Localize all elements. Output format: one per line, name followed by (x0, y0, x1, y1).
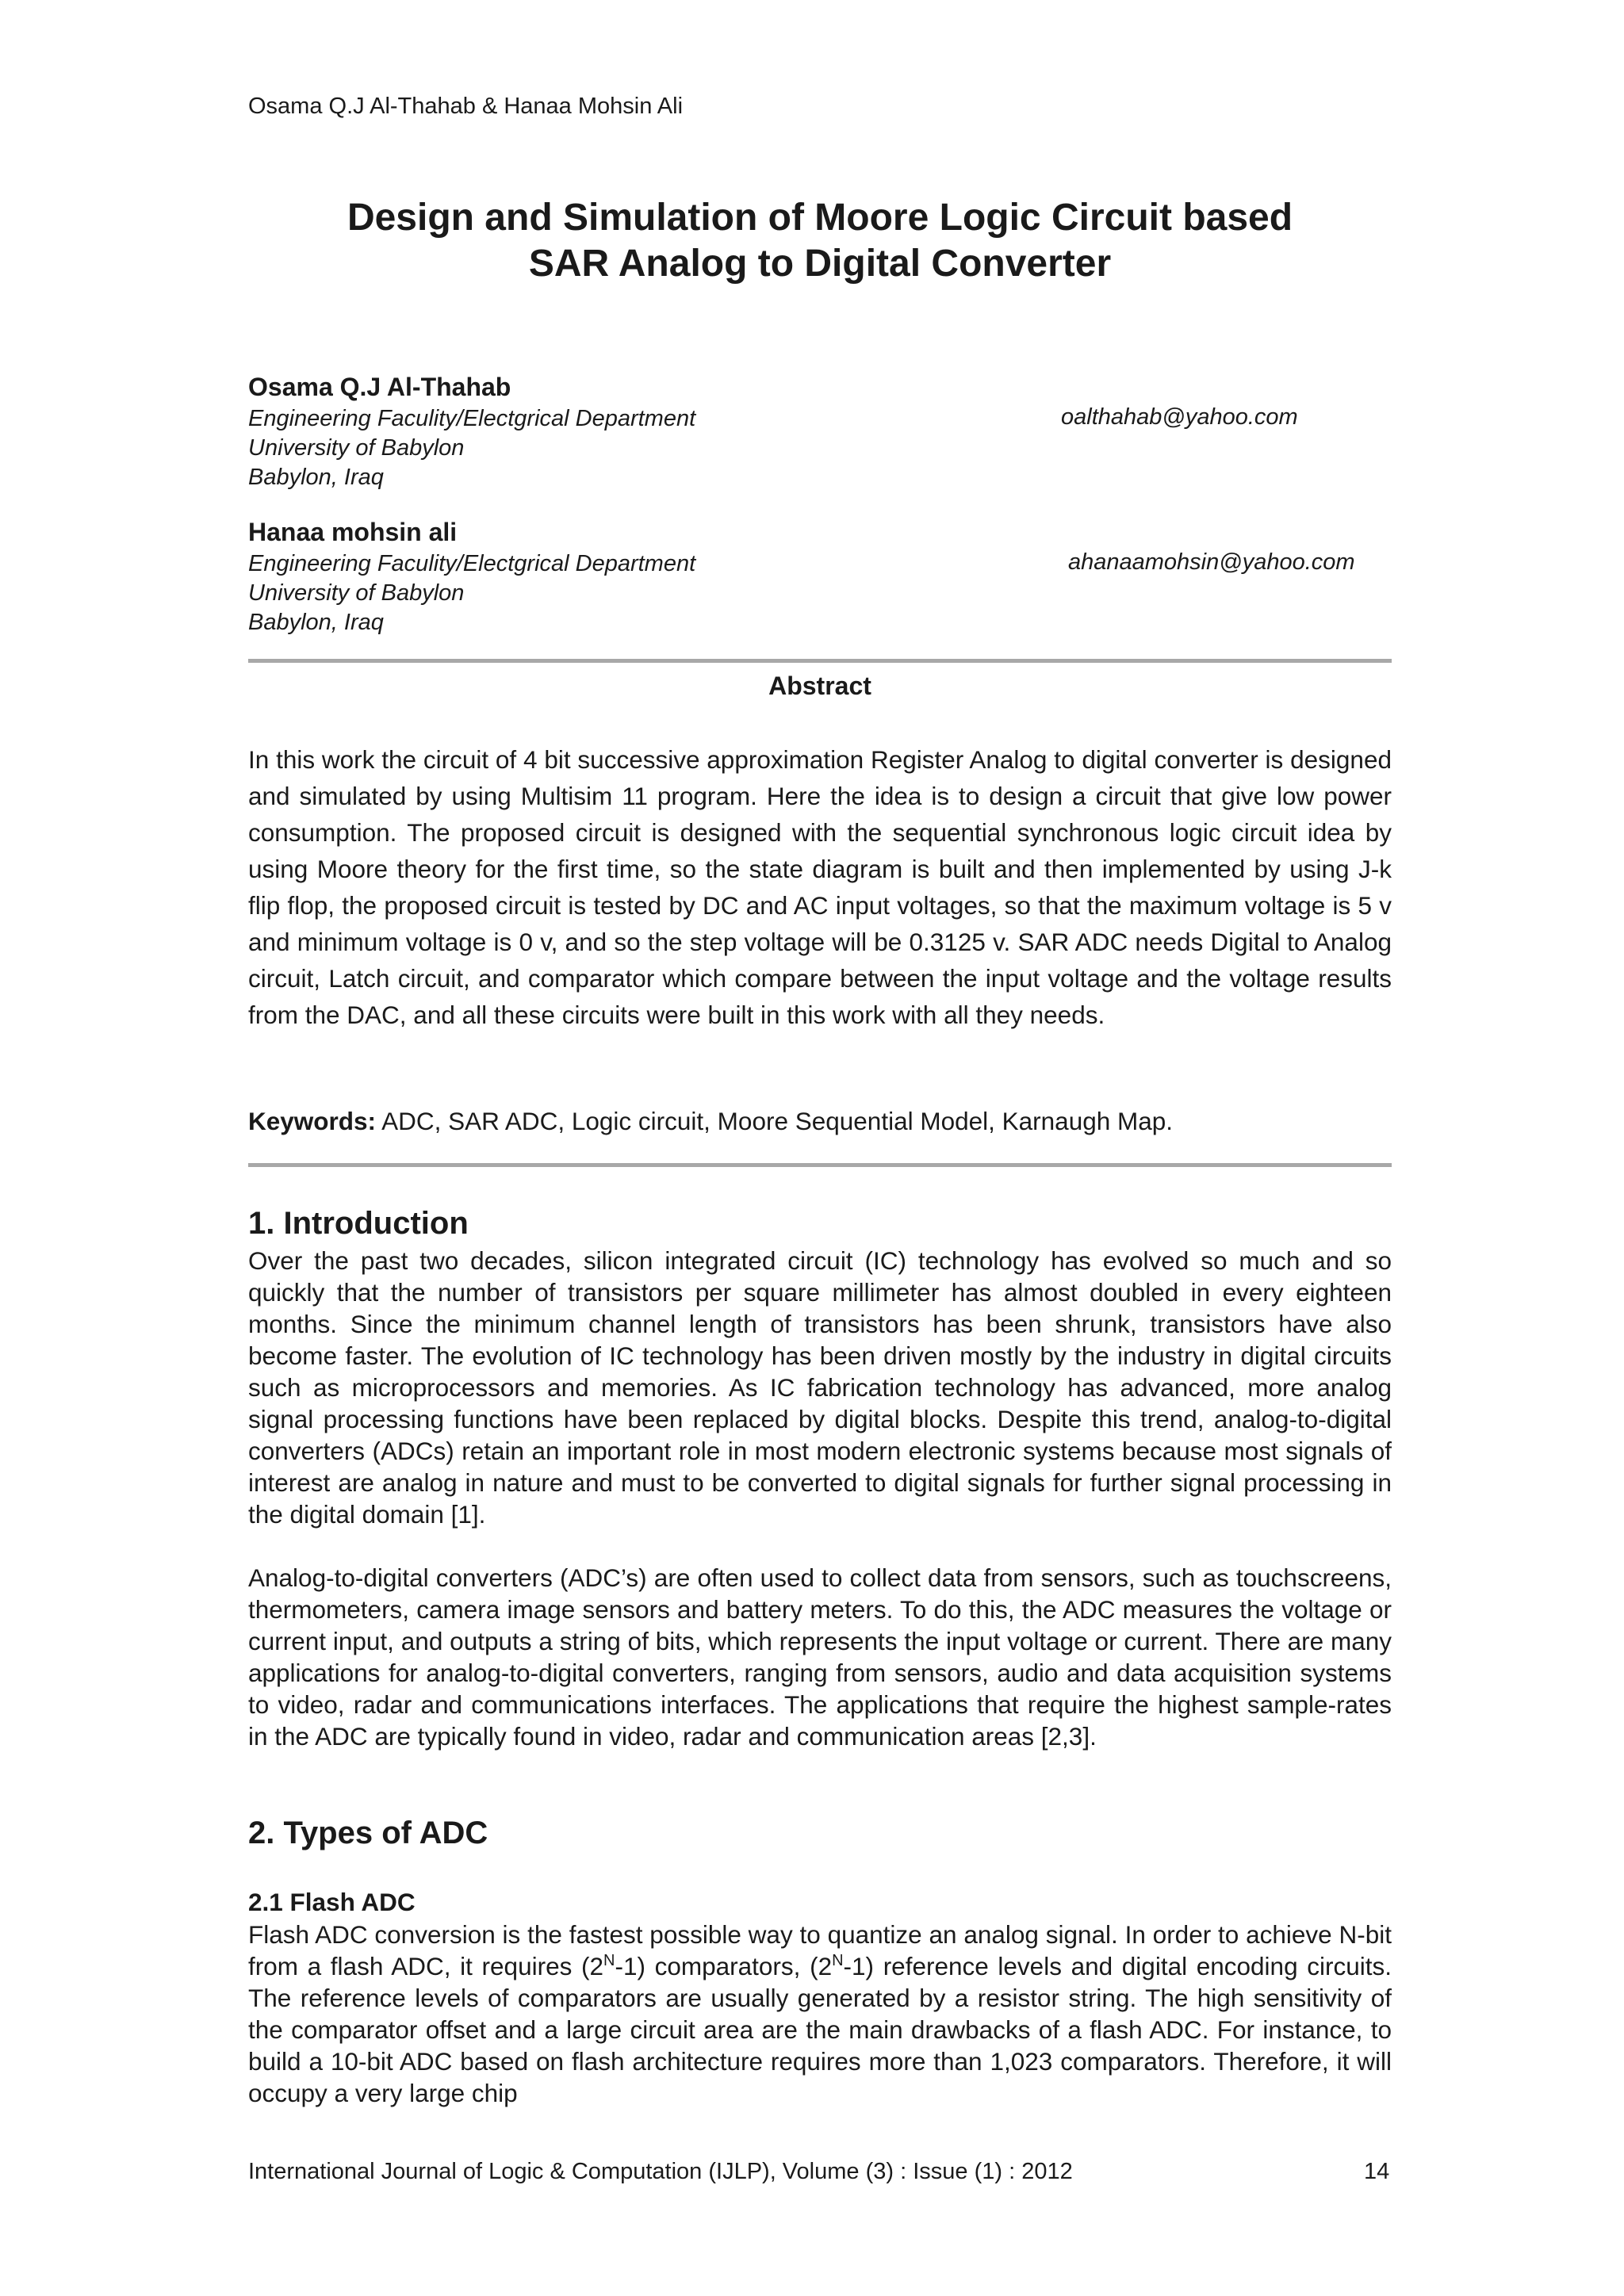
author-1-name: Osama Q.J Al-Thahab (248, 373, 511, 401)
author-2-dept: Engineering Faculity/Electgrical Department (248, 551, 696, 576)
author-1-affiliation (248, 404, 695, 492)
section-1-paragraph-1: Over the past two decades, silicon integrated circuit (IC) technology has evolved so much and so quickly that the number of transistors per square millimeter has almost doubled in every eighteen months. Since the minimum channel length of transistors has been shrunk, transistors have also become faster. The evolution of IC technology has been driven mostly by the industry in digital circuits such as microprocessors and memories. As IC fabrication technology has advanced, more analog signal processing functions have been replaced by digital blocks. Despite this trend, analog-to-digital converters (ADCs) retain an important role in most modern electronic systems because most signals of interest are analog in nature and must to be converted to digital signals for further signal processing in the digital domain [1]. (248, 1246, 1392, 1529)
running-head: Osama Q.J Al-Thahab & Hanaa Mohsin Ali (248, 94, 684, 119)
section-2-1-paragraph: Flash ADC conversion is the fastest possible way to quantize an analog signal. In order to achieve N-bit from a flash ADC, it requires $(2^N-1)$ comparators, $(2^N-1)$ reference levels and digital encoding circuits. The reference levels of comparators are usually generated by a resistor string. The high sensitivity of the comparator offset and a large circuit area are the main drawbacks of a flash ADC. For instance, to build a 10-bit ADC based on flash architecture requires more than 1,023 comparators. Therefore, it will occupy a very large chip (248, 1920, 1392, 2107)
author-1-city: Babylon, Iraq (248, 465, 384, 490)
section-1-paragraph-2: Analog-to-digital converters (ADC’s) are often used to collect data from sensors, such as touchscreens, thermometers, camera image sensors and battery meters. To do this, the ADC measures the voltage or current input, and outputs a string of bits, which represents the input voltage or current. There are many applications for analog-to-digital converters, ranging from sensors, audio and data acquisition systems to video, radar and communications interfaces. The applications that require the highest sample-rates in the ADC are typically found in video, radar and communication areas [2,3]. (248, 1563, 1392, 1751)
author-2-affiliation (248, 549, 695, 637)
author-2-email[interactable]: ahanaamohsin@yahoo.com (1068, 549, 1355, 575)
section-2-heading: 2. Types of ADC (248, 1816, 488, 1850)
footer-journal: International Journal of Logic & Computation (IJLP), Volume (3) : Issue (1) : 2012 (248, 2159, 1073, 2184)
keywords-list: ADC, SAR ADC, Logic circuit, Moore Sequential Model, Karnaugh Map. (381, 1107, 1174, 1135)
author-1-dept: Engineering Faculity/Electgrical Department (248, 406, 696, 431)
abstract-top-rule (248, 659, 1392, 663)
section-1-heading: 1. Introduction (248, 1206, 469, 1241)
title-line-1: Design and Simulation of Moore Logic Circuit based (347, 197, 1293, 239)
author-2-university: University of Babylon (248, 580, 465, 606)
abstract-body: In this work the circuit of 4 bit successive approximation Register Analog to digital converter is designed and simulated by using Multisim 11 program. Here the idea is to design a circuit that give low power consumption. The proposed circuit is designed with the sequential synchronous logic circuit idea by using Moore theory for the first time, so the state diagram is built and then implemented by using J-k flip flop, the proposed circuit is tested by DC and AC input voltages, so that the maximum voltage is 5 v and minimum voltage is 0 v, and so the step voltage will be 0.3125 v. SAR ADC needs Digital to Analog circuit, Latch circuit, and comparator which compare between the input voltage and the voltage results from the DAC, and all these circuits were built in this work with all they needs. (248, 745, 1392, 1029)
title-line-2: SAR Analog to Digital Converter (528, 243, 1112, 285)
keywords (248, 1107, 1392, 1136)
abstract-heading: Abstract (768, 672, 871, 700)
paper-title (248, 195, 1392, 287)
author-2-name: Hanaa mohsin ali (248, 518, 458, 546)
abstract-bottom-rule (248, 1163, 1392, 1167)
footer-page-number: 14 (1364, 2159, 1390, 2184)
author-2-city: Babylon, Iraq (248, 610, 384, 635)
keywords-label: Keywords: (248, 1107, 377, 1135)
author-1-university: University of Babylon (248, 435, 465, 461)
section-2-1-heading: 2.1 Flash ADC (248, 1888, 416, 1916)
author-1-email[interactable]: oalthahab@yahoo.com (1061, 404, 1298, 430)
